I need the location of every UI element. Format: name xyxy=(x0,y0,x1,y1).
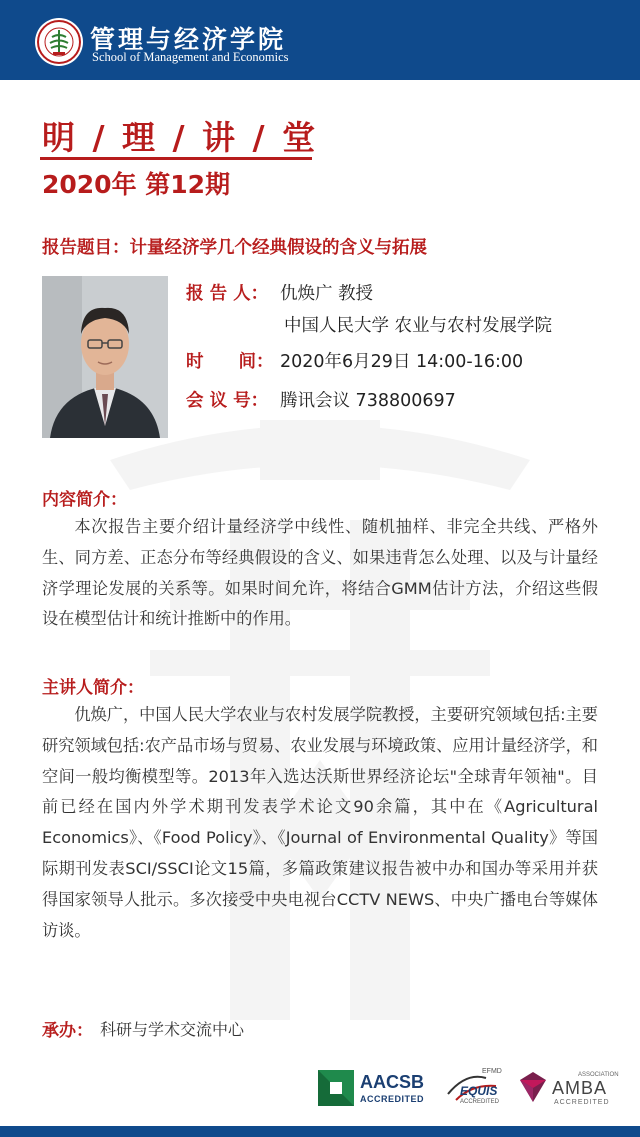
speaker-intro-heading: 主讲人简介： xyxy=(42,678,144,698)
equis-top: EFMD xyxy=(482,1068,502,1075)
equis-logo xyxy=(446,1064,506,1110)
speaker-intro-text: 仇焕广，中国人民大学农业与农村发展学院教授，主要研究领域包括:主要研究领域包括:农产品市场与贸易、农业发展与环境政策、应用计量经济学，和空间一般均衡模型等。2013年入选达沃斯世界经济论坛"全球青年领袖"。目前已经在国内外学术期刊发表学术论文90余篇，其中在《Agricultural Economics》、《Food Policy》、《Journal of Environmental Quality》等国际期刊发表SCI/SSCI论文15篇，多篇政策建议报告被中办和国办等采用并获得国家领导人批示。多次接受中央电视台CCTV NEWS、中央广播电台等媒体访谈。 xyxy=(42,705,598,940)
meeting-id: 腾讯会议 738800697 xyxy=(280,391,456,411)
amba-name: AMBA xyxy=(552,1078,608,1098)
speaker-name: 仇焕广 教授 xyxy=(280,284,374,304)
amba-sub: ACCREDITED xyxy=(554,1099,610,1106)
school-name-en: School of Management and Economics xyxy=(92,50,289,64)
equis-name: EQUIS xyxy=(460,1084,498,1098)
series-title: 明 / 理 / 讲 / 堂 xyxy=(42,118,319,157)
equis-sub: ACCREDITED xyxy=(460,1099,500,1105)
time-value: 2020年6月29日 14:00-16:00 xyxy=(280,352,524,372)
amba-logo xyxy=(516,1064,619,1110)
aacsb-sub: ACCREDITED xyxy=(360,1094,425,1104)
host-value: 科研与学术交流中心 xyxy=(100,1020,245,1039)
content-intro-text: 本次报告主要介绍计量经济学中线性、随机抽样、非完全共线、严格外生、同方差、正态分布等经典假设的含义、如果违背怎么处理、以及与计量经济学理论发展的关系等。如果时间允许，将结合GMM估计方法，介绍这些假设在模型估计和统计推断中的作用。 xyxy=(42,517,598,629)
amba-top: ASSOCIATION xyxy=(578,1072,619,1078)
speaker-label: 报 告 人： xyxy=(186,284,269,304)
university-seal-icon xyxy=(34,17,84,67)
issue-number: 2020年 第12期 xyxy=(42,170,231,199)
content-intro-heading: 内容简介： xyxy=(42,490,127,510)
title-underline xyxy=(40,157,312,160)
aacsb-logo xyxy=(318,1064,434,1110)
speaker-affiliation: 中国人民大学 农业与农村发展学院 xyxy=(284,316,553,336)
time-label: 时 间： xyxy=(186,352,274,372)
host-label: 承办： xyxy=(42,1021,93,1041)
talk-topic: 报告题目：计量经济学几个经典假设的含义与拓展 xyxy=(42,238,427,258)
aacsb-name: AACSB xyxy=(360,1072,425,1092)
header-bar xyxy=(0,0,640,80)
footer-bar xyxy=(0,1126,640,1137)
school-name-cn: 管理与经济学院 xyxy=(90,25,287,54)
speaker-portrait xyxy=(42,276,168,438)
meeting-label: 会 议 号： xyxy=(186,391,269,411)
